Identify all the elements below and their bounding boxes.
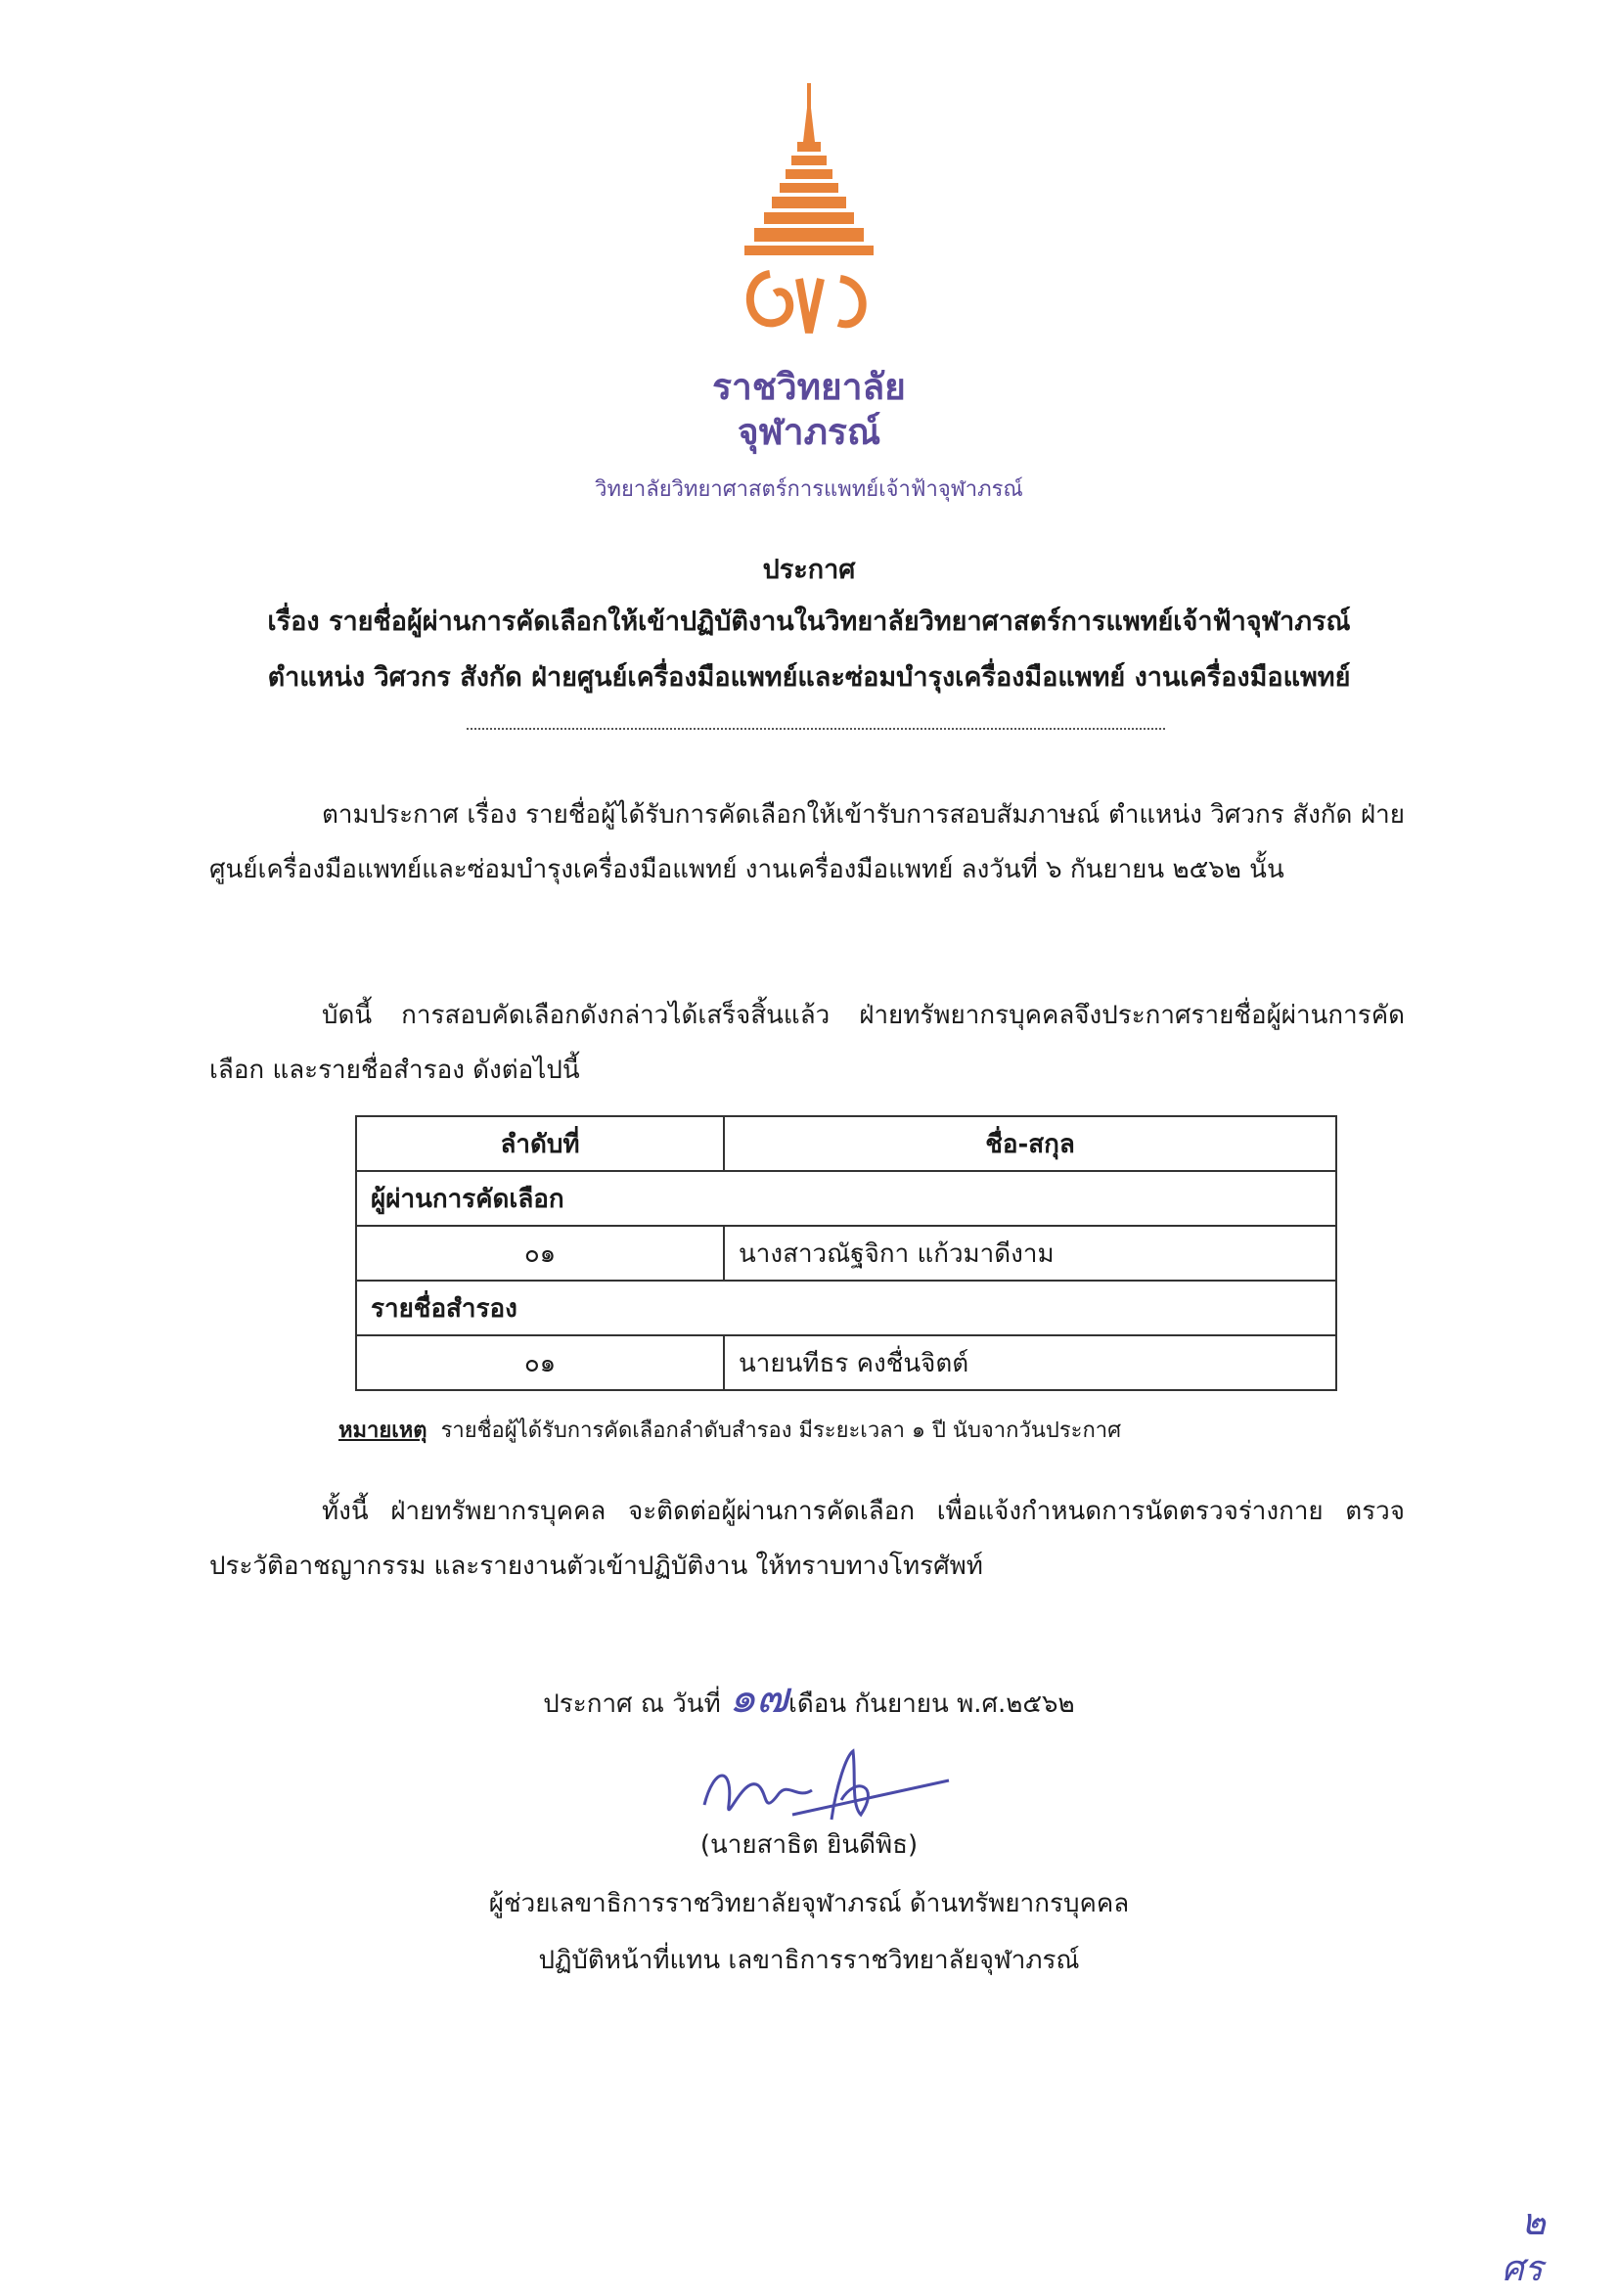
- row-order: ๐๑: [356, 1335, 724, 1390]
- body-paragraph-2: บัดนี้ การสอบคัดเลือกดังกล่าวได้เสร็จสิ้นแล้ว ฝ่ายทรัพยากรบุคคลจึงประกาศรายชื่อผู้ผ่านการคัดเลือก และรายชื่อสำรอง ดังต่อไปนี้: [209, 1001, 1405, 1085]
- page-mark-handwritten: ๒: [1521, 2200, 1547, 2243]
- date-day-handwritten: ๑๗: [729, 1673, 789, 1723]
- group-passed-label: ผู้ผ่านการคัดเลือก: [356, 1171, 1336, 1226]
- date-suffix: เดือน กันยายน พ.ศ.๒๕๖๒: [788, 1689, 1075, 1719]
- signature-icon: [685, 1746, 959, 1834]
- org-name-line1: ราชวิทยาลัย: [712, 366, 906, 408]
- dotted-divider: [467, 728, 1165, 730]
- college-emblem-icon: [731, 83, 887, 347]
- table-row: [356, 1226, 1336, 1281]
- initials-handwritten: ศร: [1502, 2249, 1544, 2289]
- candidate-table: [355, 1115, 1337, 1391]
- row-order: ๐๑: [356, 1226, 724, 1281]
- note: [338, 1413, 1121, 1447]
- signer-title-1: ผู้ช่วยเลขาธิการราชวิทยาลัยจุฬาภรณ์ ด้านทรัพยากรบุคคล: [488, 1889, 1130, 1918]
- signer-name: (นายสาธิต ยินดีพิธ): [699, 1830, 919, 1860]
- body-paragraph-1: ตามประกาศ เรื่อง รายชื่อผู้ได้รับการคัดเลือกให้เข้ารับการสอบสัมภาษณ์ ตำแหน่ง วิศวกร สังกัด ฝ่ายศูนย์เครื่องมือแพทย์และซ่อมบำรุงเครื่องมือแพทย์ งานเครื่องมือแพทย์ ลงวันที่ ๖ กันยายน ๒๕๖๒ นั้น: [209, 800, 1405, 884]
- note-label: หมายเหตุ: [338, 1418, 427, 1443]
- table-row: [356, 1335, 1336, 1390]
- announcement-position: ตำแหน่ง วิศวกร สังกัด ฝ่ายศูนย์เครื่องมือแพทย์และซ่อมบำรุงเครื่องมือแพทย์ งานเครื่องมือแพทย์: [267, 662, 1351, 693]
- org-name-line2: จุฬาภรณ์: [737, 411, 881, 453]
- table-group-row: [356, 1281, 1336, 1335]
- table-group-row: [356, 1171, 1336, 1226]
- org-subtitle: วิทยาลัยวิทยาศาสตร์การแพทย์เจ้าฟ้าจุฬาภรณ์: [595, 477, 1023, 502]
- announcement-subject: เรื่อง รายชื่อผู้ผ่านการคัดเลือกให้เข้าปฏิบัติงานในวิทยาลัยวิทยาศาสตร์การแพทย์เจ้าฟ้าจุฬาภรณ์: [267, 607, 1351, 637]
- row-name: นายนทีธร คงชื่นจิตต์: [724, 1335, 1336, 1390]
- row-name: นางสาวณัฐจิกา แก้วมาดีงาม: [724, 1226, 1336, 1281]
- date-prefix: ประกาศ ณ วันที่: [543, 1689, 721, 1719]
- table-header-name: ชื่อ-สกุล: [724, 1116, 1336, 1171]
- note-text: รายชื่อผู้ได้รับการคัดเลือกลำดับสำรอง มีระยะเวลา ๑ ปี นับจากวันประกาศ: [440, 1418, 1122, 1443]
- table-header-row: [356, 1116, 1336, 1171]
- signer-title-2: ปฏิบัติหน้าที่แทน เลขาธิการราชวิทยาลัยจุฬาภรณ์: [538, 1946, 1080, 1975]
- announcement-heading: ประกาศ: [762, 555, 856, 585]
- table-header-order: ลำดับที่: [356, 1116, 724, 1171]
- group-reserve-label: รายชื่อสำรอง: [356, 1281, 1336, 1335]
- body-paragraph-3: ทั้งนี้ ฝ่ายทรัพยากรบุคคล จะติดต่อผู้ผ่านการคัดเลือก เพื่อแจ้งกำหนดการนัดตรวจร่างกาย ตรวจประวัติอาชญากรรม และรายงานตัวเข้าปฏิบัติงาน ให้ทราบทางโทรศัพท์: [209, 1497, 1405, 1581]
- announcement-date: [0, 1663, 1618, 1732]
